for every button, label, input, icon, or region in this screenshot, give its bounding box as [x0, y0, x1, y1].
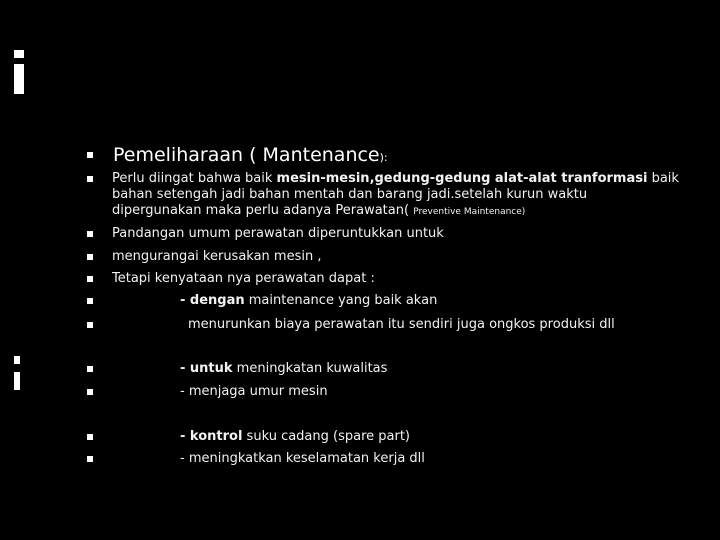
list-item: menurunkan biaya perawatan itu sendiri juga ongkos produksi dll — [188, 317, 615, 332]
text: suku cadang (spare part) — [242, 429, 411, 444]
decor-bar-mid-small — [14, 356, 20, 364]
title-main: Pemeliharaan ( Mantenance — [113, 144, 380, 166]
bold-text: - kontrol — [180, 429, 243, 444]
decor-bar-top-large — [14, 64, 24, 94]
text: dipergunakan maka perlu adanya Perawatan( — [112, 203, 414, 218]
decor-bar-top-small — [14, 50, 24, 58]
bullet-icon — [87, 322, 93, 328]
bold-text: - untuk — [180, 361, 233, 376]
bullet-icon — [87, 231, 93, 237]
bullet-icon — [87, 456, 93, 462]
text: meningkatan kuwalitas — [232, 361, 388, 376]
list-item: - meningkatkan keselamatan kerja dll — [180, 451, 425, 466]
list-item: - menjaga umur mesin — [180, 384, 328, 399]
bullet-icon — [87, 276, 93, 282]
bullet-icon — [87, 389, 93, 395]
text: maintenance yang baik akan — [244, 293, 438, 308]
list-item: mengurangai kerusakan mesin , — [112, 249, 322, 264]
decor-bar-mid-large — [14, 372, 20, 390]
bullet-icon — [87, 298, 93, 304]
bold-text: mesin-mesin,gedung-gedung alat-alat tranformasi — [276, 171, 648, 186]
bullet-icon — [87, 366, 93, 372]
bullet-icon — [87, 176, 93, 182]
slide-title — [113, 144, 388, 169]
paragraph-line — [112, 172, 679, 186]
bold-text: - dengan — [180, 293, 245, 308]
paragraph-line — [112, 204, 525, 219]
list-item: Pandangan umum perawatan diperuntukkan untuk — [112, 226, 444, 241]
small-text: Preventive Maintenance) — [413, 207, 526, 217]
text: Perlu diingat bahwa baik — [112, 171, 277, 186]
list-item: Tetapi kenyataan nya perawatan dapat : — [112, 271, 375, 286]
list-item — [180, 430, 410, 444]
list-item — [180, 294, 437, 308]
bullet-icon — [87, 254, 93, 260]
list-item — [180, 362, 387, 376]
bullet-icon — [87, 434, 93, 440]
title-tail: ): — [379, 151, 388, 164]
paragraph-line: bahan setengah jadi bahan mentah dan barang jadi.setelah kurun waktu — [112, 187, 588, 202]
text: baik — [647, 171, 679, 186]
bullet-icon — [87, 152, 93, 158]
